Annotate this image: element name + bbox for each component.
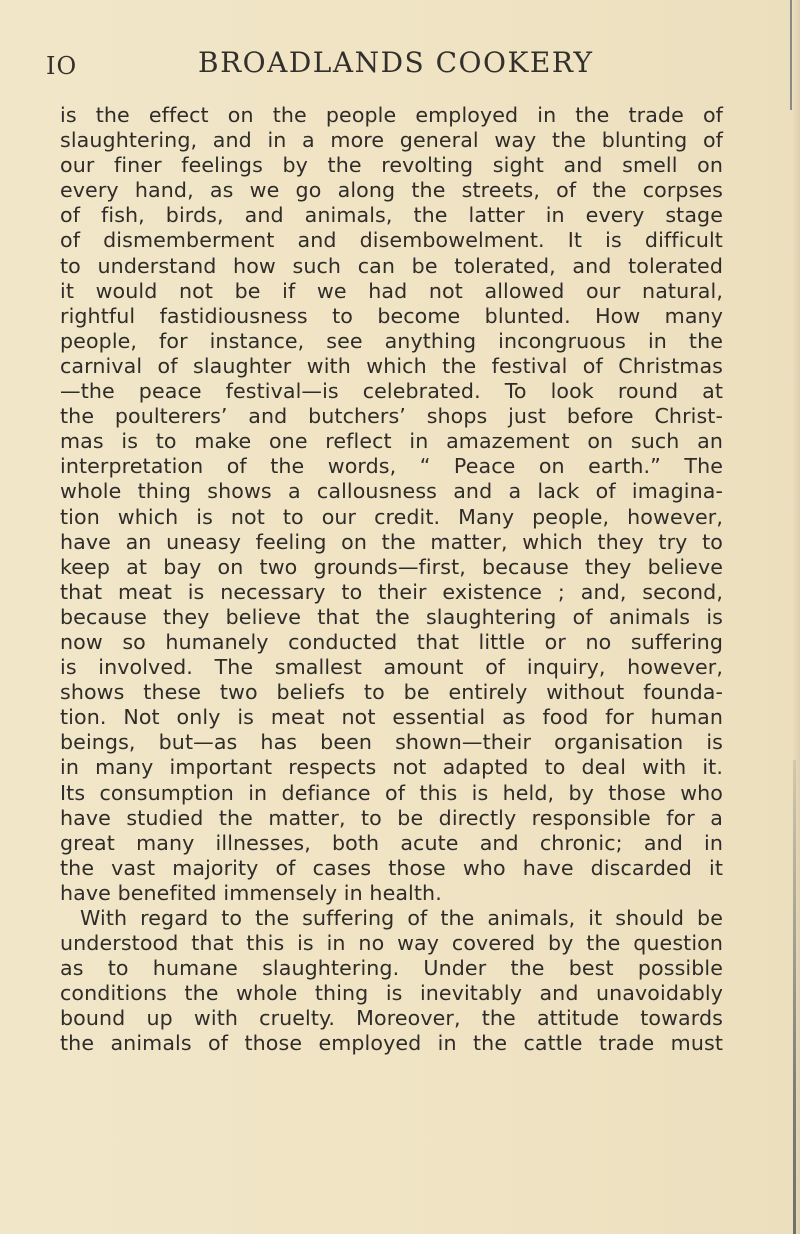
text-line: as to humane slaughtering. Under the best possible xyxy=(60,956,723,981)
text-line: bound up with cruelty. Moreover, the attitude towards xyxy=(60,1006,723,1031)
text-line: —the peace festival—is celebrated. To look round at xyxy=(60,379,723,404)
text-line: that meat is necessary to their existence ; and, second, xyxy=(60,579,723,604)
text-line: it would not be if we had not allowed our natural, xyxy=(60,278,723,303)
text-line: shows these two beliefs to be entirely without founda- xyxy=(60,680,723,705)
text-line: is the effect on the people employed in the trade of xyxy=(60,103,723,127)
text-line: now so humanely conducted that little or no suffering xyxy=(60,629,723,654)
text-line: every hand, as we go along the streets, of the corpses xyxy=(60,178,723,203)
text-line: have an uneasy feeling on the matter, which they try to xyxy=(60,529,723,554)
text-line: tion. Not only is meat not essential as food for human xyxy=(60,705,723,730)
page-number: IO xyxy=(46,52,78,80)
text-line: of dismemberment and disembowelment. It is difficult xyxy=(60,228,723,253)
text-line: people, for instance, see anything incongruous in the xyxy=(60,328,723,353)
text-line: whole thing shows a callousness and a lack of imagina- xyxy=(60,479,723,504)
paragraph-first-line: With regard to the suffering of the animals, it should be xyxy=(80,906,723,930)
text-line: to understand how such can be tolerated, and tolerated xyxy=(60,253,723,278)
text-line: the animals of those employed in the cattle trade must xyxy=(60,1031,723,1056)
text-line: beings, but—as has been shown—their organisation is xyxy=(60,730,723,755)
body-text xyxy=(60,103,723,1057)
running-head: BROADLANDS COOKERY xyxy=(198,46,594,79)
text-line: keep at bay on two grounds—first, because they believe xyxy=(60,554,723,579)
text-line: interpretation of the words, “ Peace on earth.” The xyxy=(60,454,723,479)
text-line: in many important respects not adapted to deal with it. xyxy=(60,755,723,780)
text-line: rightful fastidiousness to become blunted. How many xyxy=(60,303,723,328)
text-line: of fish, birds, and animals, the latter in every stage xyxy=(60,203,723,228)
text-line: the poulterers’ and butchers’ shops just before Christ- xyxy=(60,404,723,429)
text-line: slaughtering, and in a more general way the blunting of xyxy=(60,128,723,153)
text-line: have studied the matter, to be directly responsible for a xyxy=(60,805,723,830)
paragraph-last-line: have benefited immensely in health. xyxy=(60,880,442,905)
page-header xyxy=(46,46,766,86)
text-line: carnival of slaughter with which the festival of Christmas xyxy=(60,353,723,378)
text-line: tion which is not to our credit. Many people, however, xyxy=(60,504,723,529)
text-line: is involved. The smallest amount of inquiry, however, xyxy=(60,655,723,680)
text-line: great many illnesses, both acute and chronic; and in xyxy=(60,830,723,855)
text-line: the vast majority of cases those who have discarded it xyxy=(60,855,723,880)
text-line: our finer feelings by the revolting sight and smell on xyxy=(60,153,723,178)
text-line: mas is to make one reflect in amazement on such an xyxy=(60,429,723,454)
text-line: understood that this is in no way covered by the question xyxy=(60,931,723,956)
page-edge-line-top xyxy=(790,0,792,110)
text-line: Its consumption in defiance of this is held, by those who xyxy=(60,780,723,805)
text-line: because they believe that the slaughtering of animals is xyxy=(60,604,723,629)
page-edge-line-bottom xyxy=(793,760,796,1234)
text-line: conditions the whole thing is inevitably and unavoidably xyxy=(60,981,723,1006)
